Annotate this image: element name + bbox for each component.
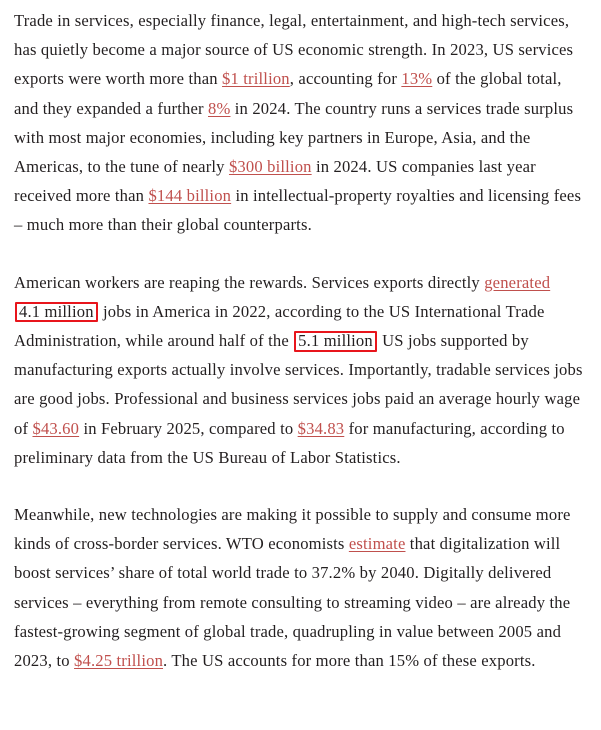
text-run: US jobs supported by manufacturing exports actually involve services. Importantly, tradable services jobs are good jobs. Professional and business services jobs paid an average hourly wage of [14,331,583,438]
inline-link[interactable]: $1 trillion [222,69,290,89]
paragraph-container [14,6,587,675]
highlighted-figure: 4.1 million [15,302,98,323]
text-run: American workers are reaping the rewards. Services exports directly [14,272,485,292]
text-run: jobs in America in 2022, according to the US International Trade Administration, while around half of the [14,301,545,351]
text-run: Meanwhile, new technologies are making it possible to supply and consume more kinds of cross-border services. WTO economists [14,505,571,554]
text-run: Trade in services, especially finance, legal, entertainment, and high-tech services, has quietly become a major source of US economic strength. In 2023, US services exports were worth more than [14,11,574,89]
paragraph [14,500,587,675]
text-run: . The US accounts for more than 15% of these exports. [163,651,536,671]
inline-link[interactable]: $4.25 trillion [74,651,164,671]
paragraph [14,268,587,472]
text-run: in 2024. The country runs a services trade surplus with most major economies, including key partners in Europe, Asia, and the Americas, to the tune of nearly [14,98,574,177]
inline-link[interactable]: 8% [208,98,231,118]
text-run: for manufacturing, according to preliminary data from the US Bureau of Labor Statistics. [14,418,565,467]
inline-link[interactable]: 13% [401,69,433,89]
text-run: in February 2025, compared to [79,418,298,438]
text-run: in intellectual-property royalties and licensing fees – much more than their global counterparts. [14,186,582,235]
text-run: of the global total, and they expanded a further [14,69,562,118]
paragraph [14,6,587,240]
inline-link[interactable]: $34.83 [297,418,345,438]
text-run: in 2024. US companies last year received more than [14,157,536,206]
inline-link[interactable]: generated [484,272,551,292]
text-run: that digitalization will boost services’ share of total world trade to 37.2% by 2040. Digitally delivered services – everything from remote consulting to streaming video – are already the fastest-growing segment of global trade, quadrupling in value between 2005 and 2023, to [14,534,571,671]
inline-link[interactable]: estimate [348,534,406,554]
inline-link[interactable]: $300 billion [228,157,312,177]
inline-link[interactable]: $43.60 [32,418,80,438]
text-run: , accounting for [289,69,402,89]
inline-link[interactable]: $144 billion [148,186,232,206]
highlighted-figure: 5.1 million [294,331,377,352]
